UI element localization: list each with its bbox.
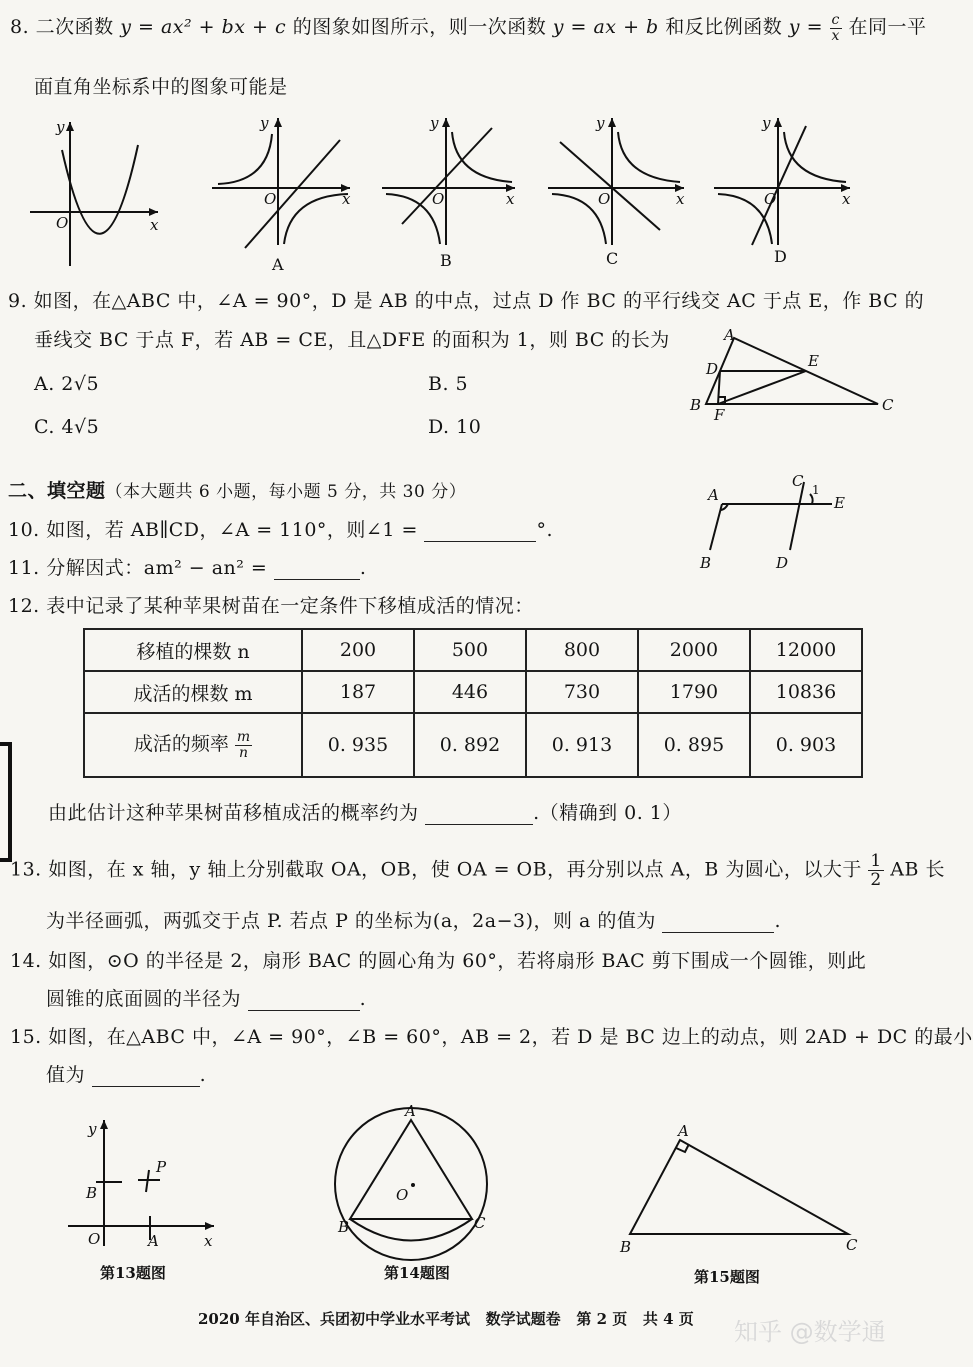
- fig14-caption: 第14题图: [384, 1264, 450, 1282]
- footer-total: 共 4 页: [642, 1310, 694, 1328]
- q8-text-a: 8. 二次函数: [10, 16, 114, 38]
- q8-frac-den: x: [831, 27, 840, 44]
- q15-line1: 15. 如图，在△ABC 中，∠A = 90°，∠B = 60°，AB = 2，若 D 是 BC 边上的动点，则 2AD + DC 的最小: [10, 1026, 973, 1048]
- q10-fig-label-b: B: [700, 554, 712, 572]
- q10-fig-label-c: C: [792, 472, 804, 490]
- q8-text-c: 和反比例函数: [665, 16, 783, 38]
- q10-fig-label-1: 1: [812, 483, 820, 497]
- q12-cell: 0. 913: [526, 713, 638, 777]
- q8-eq-inverse: y =: [788, 16, 823, 38]
- q10-fig-label-e: E: [834, 494, 845, 512]
- q12-frac-den: n: [239, 744, 249, 761]
- fig14-o-label: O: [396, 1186, 409, 1204]
- fig13-o-label: O: [88, 1230, 101, 1248]
- q8-g0-o-label: O: [56, 214, 69, 232]
- q9-fig-label-c: C: [882, 396, 894, 414]
- q12-cell: 200: [302, 629, 414, 671]
- q12-row1-header: 移植的棵数 n: [84, 629, 302, 671]
- q12-cell: 10836: [750, 671, 862, 713]
- q11-text: 11. 分解因式：am² − an² =: [8, 557, 268, 579]
- q10-tail: °.: [536, 519, 553, 541]
- fig14-b-label: B: [338, 1218, 350, 1236]
- q12-cell: 2000: [638, 629, 750, 671]
- footer-page: 第 2 页: [576, 1310, 628, 1328]
- q8-gb-y-label: y: [430, 114, 439, 132]
- footer-paper: 数学试题卷: [485, 1310, 561, 1328]
- watermark: 知乎 @数学通: [734, 1318, 886, 1346]
- q11-tail: .: [359, 557, 367, 579]
- q8-gc-y-label: y: [596, 114, 605, 132]
- q9-option-b: B. 5: [428, 373, 469, 395]
- fig14-c-label: C: [474, 1214, 486, 1232]
- footer-exam: 2020 年自治区、兵团初中学业水平考试: [198, 1310, 470, 1328]
- q9-fig-label-a: A: [724, 326, 735, 344]
- q8-gc-o-label: O: [598, 190, 611, 208]
- q8-option-a-label: A: [272, 255, 284, 274]
- q12-cell: 1790: [638, 671, 750, 713]
- fig13-b-label: B: [86, 1184, 98, 1202]
- q8-gd-o-label: O: [764, 190, 777, 208]
- q8-gb-o-label: O: [432, 190, 445, 208]
- q8-option-c-label: C: [606, 249, 619, 268]
- q12-cell: 0. 895: [638, 713, 750, 777]
- q12-cell: 12000: [750, 629, 862, 671]
- q8-option-b-label: B: [440, 251, 452, 270]
- q8-eq-linear: y = ax + b: [552, 16, 659, 38]
- q8-text-d: 在同一平: [848, 16, 927, 38]
- q9-option-c: C. 4√5: [34, 416, 100, 438]
- fig14-a-label: A: [405, 1102, 416, 1120]
- q8-gd-y-label: y: [762, 114, 771, 132]
- q9-fig-label-f: F: [714, 406, 725, 424]
- q12-after-text: 由此估计这种苹果树苗移植成活的概率约为: [48, 802, 419, 824]
- section2-title: 二、填空题: [8, 480, 106, 502]
- q8-option-d-label: D: [774, 247, 787, 266]
- q12-cell: 187: [302, 671, 414, 713]
- q13-line2-text: 为半径画弧，两弧交于点 P. 若点 P 的坐标为(a，2a−3)，则 a 的值为: [46, 910, 656, 932]
- q8-eq-quadratic: y = ax² + bx + c: [120, 16, 287, 38]
- q12-cell: 0. 892: [414, 713, 526, 777]
- q8-ga-y-label: y: [260, 114, 269, 132]
- page-footer: [198, 1308, 694, 1329]
- q14-line2-tail: .: [359, 988, 367, 1010]
- q12-cell: 0. 935: [302, 713, 414, 777]
- q13-frac-den: 2: [870, 870, 882, 890]
- q13-line1-tail: AB 长: [890, 858, 945, 881]
- q15-line2-text: 值为: [46, 1064, 86, 1086]
- q12-cell: 800: [526, 629, 638, 671]
- q8-gc-x-label: x: [676, 190, 685, 208]
- q12-row2-header: 成活的棵数 m: [84, 671, 302, 713]
- q8-text-b: 的图象如图所示，则一次函数: [292, 16, 547, 38]
- q13-frac-num: 1: [870, 851, 882, 871]
- q9-fig-label-b: B: [690, 396, 702, 414]
- fig15-caption: 第15题图: [694, 1268, 760, 1286]
- fig13-x-label: x: [204, 1232, 213, 1250]
- q13-line1-text: 13. 如图，在 x 轴，y 轴上分别截取 OA，OB，使 OA = OB，再分别以点 A，B 为圆心，以大于: [10, 858, 862, 881]
- q9-fig-label-e: E: [808, 352, 819, 370]
- q12-cell: 0. 903: [750, 713, 862, 777]
- q8-ga-x-label: x: [342, 190, 351, 208]
- q12-cell: 446: [414, 671, 526, 713]
- q13-line2-tail: .: [774, 910, 781, 932]
- q8-gb-x-label: x: [506, 190, 515, 208]
- q9-option-a: A. 2√5: [34, 373, 100, 395]
- q10-fig-label-a: A: [708, 486, 719, 504]
- q12-row3-header-text: 成活的频率: [133, 733, 229, 756]
- fig15-c-label: C: [846, 1236, 858, 1254]
- q8-g0-y-label: y: [56, 118, 65, 136]
- q9-line1: 9. 如图，在△ABC 中，∠A = 90°，D 是 AB 的中点，过点 D 作 BC 的平行线交 AC 于点 E，作 BC 的: [8, 290, 925, 312]
- q8-ga-o-label: O: [264, 190, 277, 208]
- q12-stem: 12. 表中记录了某种苹果树苗在一定条件下移植成活的情况：: [8, 595, 534, 617]
- q8-line2: 面直角坐标系中的图象可能是: [34, 76, 288, 98]
- q9-option-d: D. 10: [428, 416, 482, 438]
- fig15-b-label: B: [620, 1238, 632, 1256]
- q15-line2-tail: .: [199, 1064, 207, 1086]
- fig13-caption: 第13题图: [100, 1264, 166, 1282]
- q8-frac-num: c: [831, 11, 840, 28]
- q8-g0-x-label: x: [150, 216, 159, 234]
- fig13-y-label: y: [88, 1120, 97, 1138]
- fig13-p-label: P: [156, 1158, 167, 1176]
- q14-line2-text: 圆锥的底面圆的半径为: [46, 988, 242, 1010]
- fig15-a-label: A: [678, 1122, 689, 1140]
- q8-gd-x-label: x: [842, 190, 851, 208]
- q12-cell: 500: [414, 629, 526, 671]
- fig13-a-label: A: [148, 1232, 159, 1250]
- q9-line2: 垂线交 BC 于点 F，若 AB = CE，且△DFE 的面积为 1，则 BC 的长为: [34, 329, 670, 351]
- q12-frac-num: m: [236, 728, 251, 745]
- q10-fig-label-d: D: [776, 554, 789, 572]
- q12-after-tail: .（精确到 0. 1）: [533, 802, 682, 824]
- q10-text: 10. 如图，若 AB∥CD，∠A = 110°，则∠1 =: [8, 519, 418, 541]
- q9-fig-label-d: D: [706, 360, 719, 378]
- q12-cell: 730: [526, 671, 638, 713]
- q14-line1: 14. 如图，⊙O 的半径是 2，扇形 BAC 的圆心角为 60°，若将扇形 BAC 剪下围成一个圆锥，则此: [10, 950, 867, 972]
- section2-note: （本大题共 6 小题，每小题 5 分，共 30 分）: [105, 482, 467, 502]
